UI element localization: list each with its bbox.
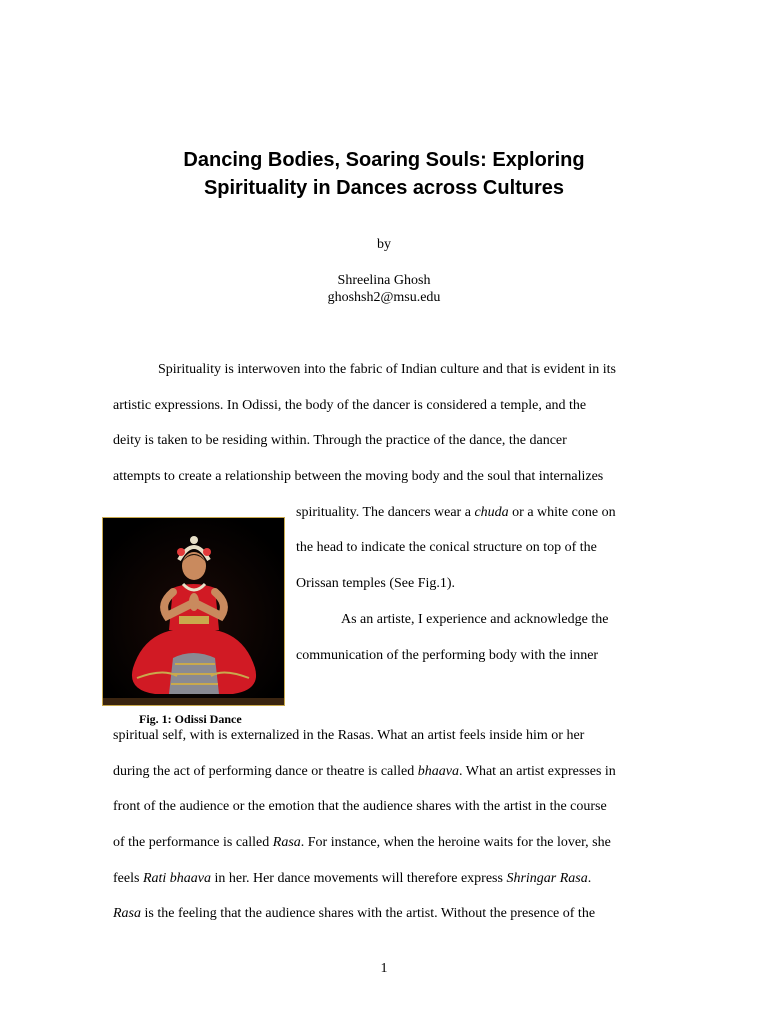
body-line: artistic expressions. In Odissi, the body of the dancer is considered a temple, and the: [113, 398, 587, 413]
odissi-dancer-image: [103, 518, 284, 705]
body-line: Spirituality is interwoven into the fabric of Indian culture and that is evident in its: [158, 362, 617, 377]
page-number: 1: [380, 961, 388, 976]
body-line: during the act of performing dance or theatre is called bhaava. What an artist expresses in: [113, 764, 616, 779]
body-line: As an artiste, I experience and acknowledge the: [341, 612, 609, 627]
author-email: ghoshsh2@msu.edu: [327, 290, 441, 305]
body-line: of the performance is called Rasa. For instance, when the heroine waits for the lover, she: [113, 835, 611, 850]
body-line: deity is taken to be residing within. Through the practice of the dance, the dancer: [113, 433, 567, 448]
title-line-1: Dancing Bodies, Soaring Souls: Exploring: [183, 149, 585, 171]
body-line: spiritual self, with is externalized in the Rasas. What an artist feels inside him or her: [113, 728, 585, 743]
body-line: front of the audience or the emotion that the audience shares with the artist in the course: [113, 799, 607, 814]
document-title: [0, 146, 768, 202]
body-line: feels Rati bhaava in her. Her dance movements will therefore express Shringar Rasa.: [113, 871, 592, 886]
byline-by: by: [377, 237, 391, 252]
body-line: Rasa is the feeling that the audience shares with the artist. Without the presence of the: [113, 906, 596, 921]
body-line: Orissan temples (See Fig.1).: [296, 576, 456, 591]
odissi-dance-figure: [102, 517, 285, 706]
title-line-2: Spirituality in Dances across Cultures: [203, 177, 565, 199]
body-line: the head to indicate the conical structure on top of the: [296, 540, 597, 555]
author-name: Shreelina Ghosh: [337, 273, 431, 288]
body-line: attempts to create a relationship between the moving body and the soul that internalizes: [113, 469, 604, 484]
figure-caption: Fig. 1: Odissi Dance: [139, 712, 242, 726]
body-line: communication of the performing body with the inner: [296, 648, 599, 663]
body-line: spirituality. The dancers wear a chuda or a white cone on: [296, 505, 616, 520]
